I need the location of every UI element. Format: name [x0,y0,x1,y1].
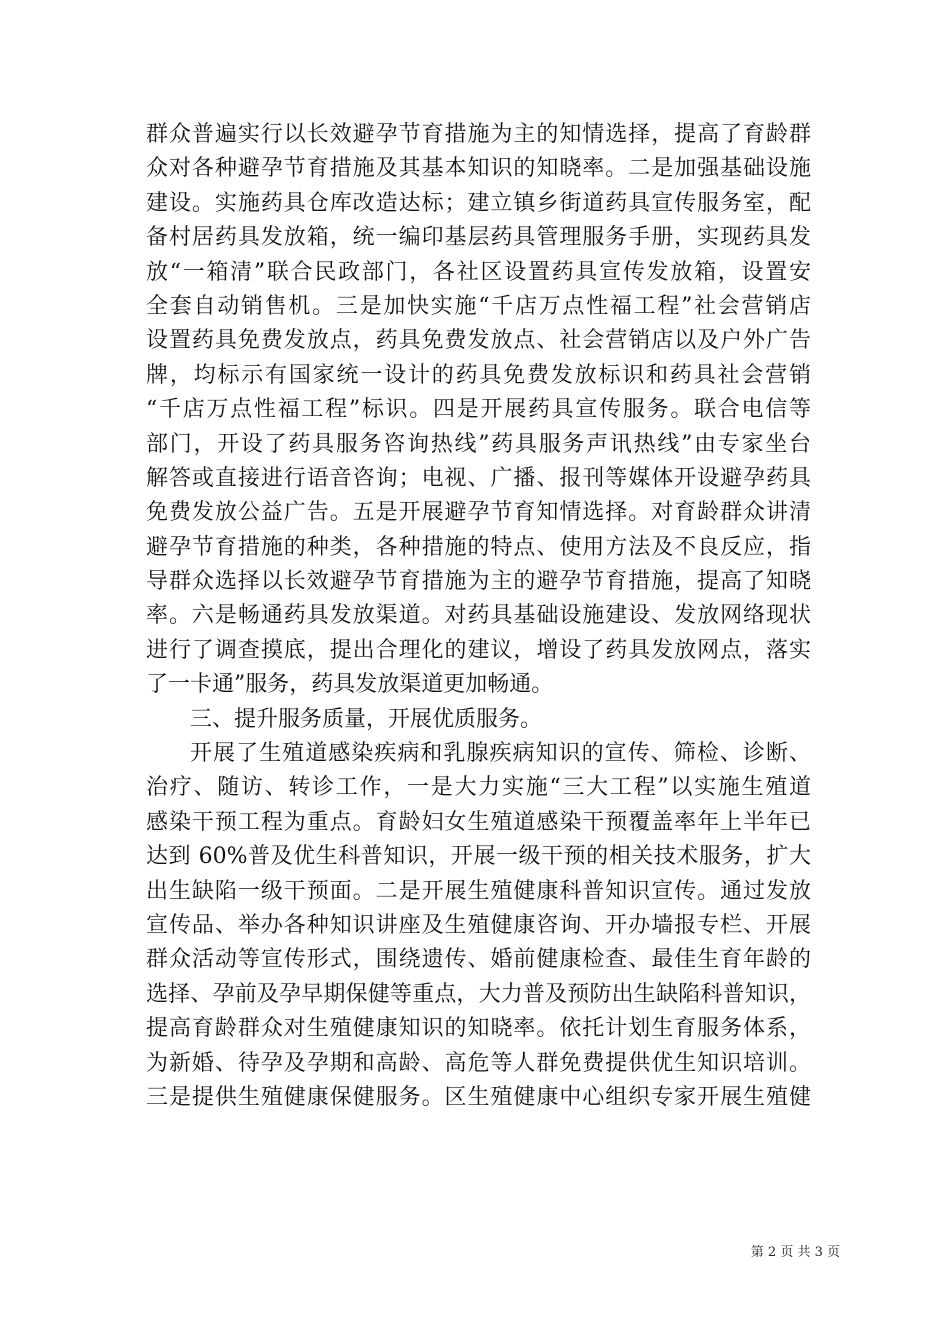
text-line: 为新婚、待孕及孕期和高龄、高危等人群免费提供优生知识培训。 [146,1050,811,1076]
text-line: 率。六是畅通药具发放渠道。对药具基础设施建设、发放网络现状 [146,603,811,629]
text-line: “千店万点性福工程”标识。四是开展药具宣传服务。联合电信等 [146,397,811,423]
document-body [146,118,811,1115]
text-line: 选择、孕前及孕早期保健等重点，大力普及预防出生缺陷科普知识， [146,981,811,1007]
text-line: 了一卡通”服务，药具发放渠道更加畅通。 [146,672,554,698]
text-line: 解答或直接进行语音咨询；电视、广播、报刊等媒体开设避孕药具 [146,465,811,491]
text-line: 提高育龄群众对生殖健康知识的知晓率。依托计划生育服务体系， [146,1016,811,1042]
text-line: 众对各种避孕节育措施及其基本知识的知晓率。二是加强基础设施 [146,156,811,182]
text-line: 群众普遍实行以长效避孕节育措施为主的知情选择，提高了育龄群 [146,122,811,147]
text-line: 部门，开设了药具服务咨询热线”药具服务声讯热线”由专家坐台 [146,431,811,457]
page-number-footer: 第 2 页 共 3 页 [750,1245,840,1260]
text-line: 进行了调查摸底，提出合理化的建议，增设了药具发放网点，落实 [146,637,811,663]
text-line: 达到 60%普及优生科普知识，开展一级干预的相关技术服务，扩大 [146,844,811,870]
text-line: 设置药具免费发放点，药具免费发放点、社会营销店以及户外广告 [146,328,811,354]
text-line: 群众活动等宣传形式，围绕遗传、婚前健康检查、最佳生育年龄的 [146,947,811,973]
text-line: 宣传品、举办各种知识讲座及生殖健康咨询、开办墙报专栏、开展 [146,912,811,938]
text-line: 治疗、随访、转诊工作，一是大力实施“三大工程”以实施生殖道 [146,775,811,801]
text-line: 开展了生殖道感染疾病和乳腺疾病知识的宣传、筛检、诊断、 [190,741,811,767]
text-line: 三是提供生殖健康保健服务。区生殖健康中心组织专家开展生殖健 [146,1084,811,1110]
text-line: 牌，均标示有国家统一设计的药具免费发放标识和药具社会营销 [146,362,811,388]
text-line: 感染干预工程为重点。育龄妇女生殖道感染干预覆盖率年上半年已 [146,809,811,835]
text-line: 备村居药具发放箱，统一编印基层药具管理服务手册，实现药具发 [146,225,811,251]
text-line: 全套自动销售机。三是加快实施“千店万点性福工程”社会营销店 [146,293,811,319]
text-line: 建设。实施药具仓库改造达标；建立镇乡街道药具宣传服务室，配 [146,190,811,216]
text-line: 导群众选择以长效避孕节育措施为主的避孕节育措施，提高了知晓 [146,569,811,595]
text-line: 出生缺陷一级干预面。二是开展生殖健康科普知识宣传。通过发放 [146,878,811,904]
text-line: 避孕节育措施的种类，各种措施的特点、使用方法及不良反应，指 [146,534,811,560]
section-heading: 三、提升服务质量，开展优质服务。 [190,706,543,732]
text-line: 放“一箱清”联合民政部门，各社区设置药具宣传发放箱，设置安 [146,259,811,285]
text-line: 免费发放公益广告。五是开展避孕节育知情选择。对育龄群众讲清 [146,500,811,526]
